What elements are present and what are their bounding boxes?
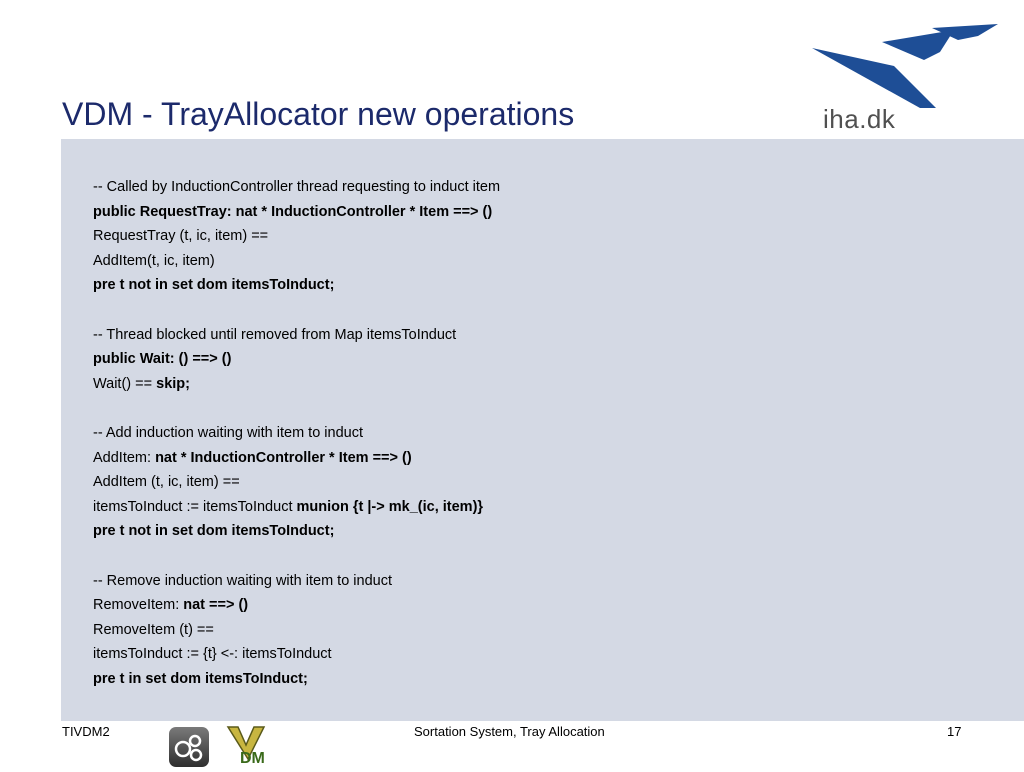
code-line <box>93 249 500 274</box>
vdm-logo-icon <box>226 723 272 767</box>
code-keyword-segment: pre t not in set dom itemsToInduct; <box>93 523 335 540</box>
footer-title: Sortation System, Tray Allocation <box>414 724 605 739</box>
code-keyword-segment: nat * InductionController * Item ==> () <box>155 449 412 466</box>
code-line <box>93 323 500 348</box>
code-text-segment: AddItem (t, ic, item) == <box>93 474 240 491</box>
logo-text: iha.dk <box>823 104 896 134</box>
code-line <box>93 200 500 225</box>
code-line <box>93 618 500 643</box>
code-keyword-segment: pre t in set dom itemsToInduct; <box>93 670 308 687</box>
code-keyword-segment: skip; <box>156 375 190 392</box>
code-line <box>93 495 500 520</box>
code-text-segment: RequestTray (t, ic, item) == <box>93 228 269 245</box>
code-text-segment: -- Thread blocked until removed from Map itemsToInduct <box>93 326 457 343</box>
blank-line <box>93 544 500 569</box>
code-line <box>93 470 500 495</box>
slide-title: VDM - TrayAllocator new operations <box>62 96 575 132</box>
svg-text:DM: DM <box>240 750 265 767</box>
code-line <box>93 569 500 594</box>
footer-course: TIVDM2 <box>62 724 110 739</box>
code-text-segment: itemsToInduct := itemsToInduct <box>93 498 297 515</box>
code-line <box>93 224 500 249</box>
code-line <box>93 372 500 397</box>
code-text-segment: RemoveItem: <box>93 597 184 614</box>
page-number: 17 <box>947 724 962 739</box>
overture-gears-icon <box>169 727 209 767</box>
code-listing <box>93 175 500 691</box>
code-text-segment: RemoveItem (t) == <box>93 621 214 638</box>
code-line <box>93 175 500 200</box>
code-line <box>93 446 500 471</box>
code-line <box>93 519 500 544</box>
code-text-segment: AddItem(t, ic, item) <box>93 252 215 269</box>
code-text-segment: itemsToInduct := {t} <-: itemsToInduct <box>93 646 332 663</box>
code-line <box>93 642 500 667</box>
code-line <box>93 593 500 618</box>
iha-logo <box>808 22 1004 134</box>
code-line <box>93 347 500 372</box>
code-line <box>93 667 500 692</box>
code-line <box>93 273 500 298</box>
code-keyword-segment: public Wait: () ==> () <box>93 351 232 368</box>
code-text-segment: AddItem: <box>93 449 156 466</box>
code-keyword-segment: public RequestTray: nat * InductionController * Item ==> () <box>93 203 493 220</box>
code-keyword-segment: nat ==> () <box>183 597 249 614</box>
blank-line <box>93 298 500 323</box>
code-keyword-segment: pre t not in set dom itemsToInduct; <box>93 277 335 294</box>
code-text-segment: Wait() == <box>93 375 157 392</box>
content-panel <box>61 139 1024 721</box>
code-text-segment: -- Remove induction waiting with item to induct <box>93 572 392 589</box>
code-line <box>93 421 500 446</box>
blank-line <box>93 396 500 421</box>
iha-swoosh-icon <box>808 22 1004 108</box>
code-text-segment: -- Called by InductionController thread requesting to induct item <box>93 179 501 195</box>
code-keyword-segment: munion {t |-> mk_(ic, item)} <box>296 498 484 515</box>
code-text-segment: -- Add induction waiting with item to induct <box>93 424 363 441</box>
